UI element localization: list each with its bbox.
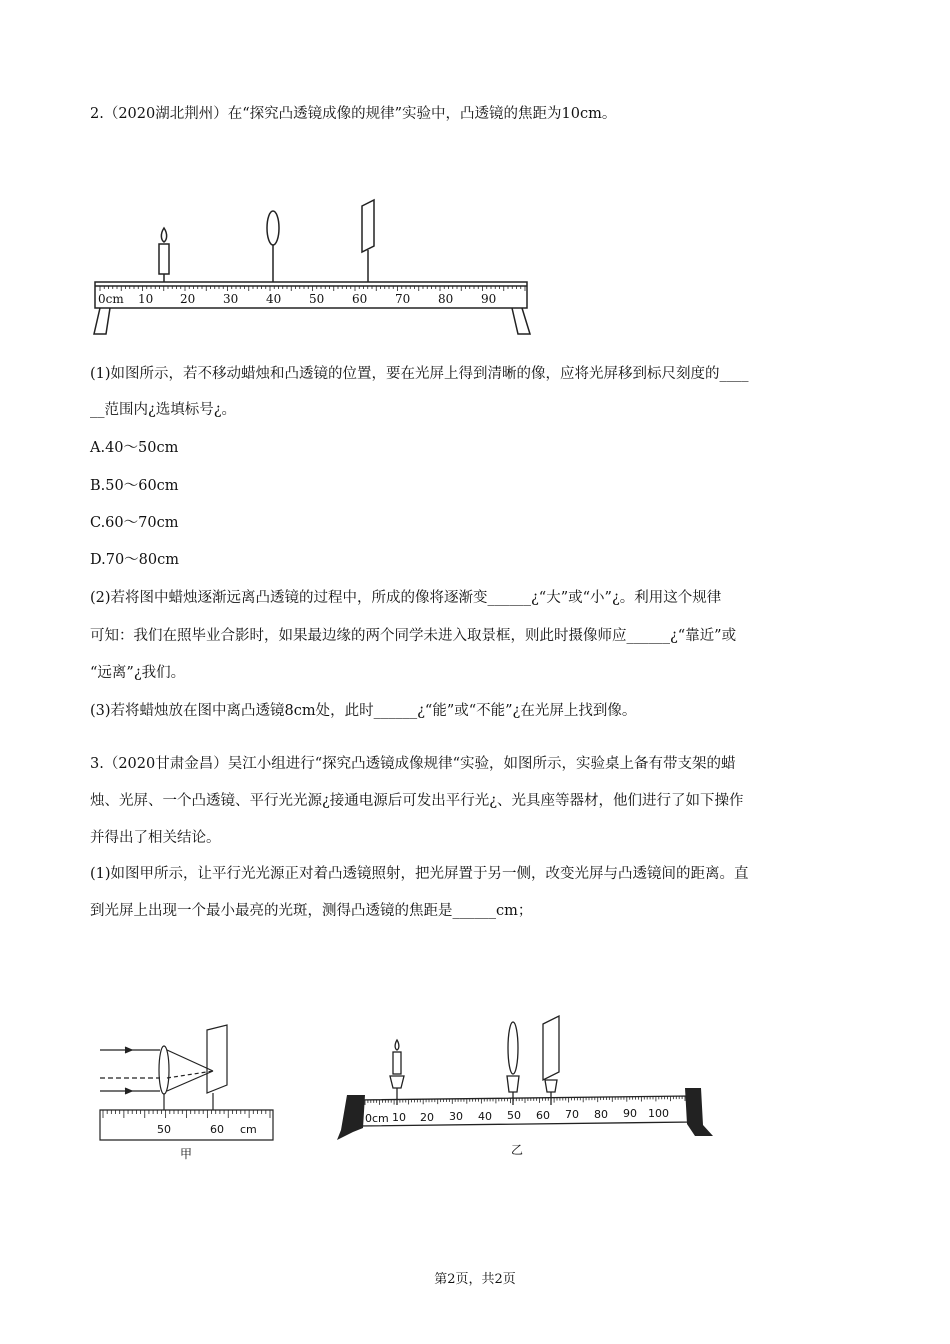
optical-bench-figure: [90, 198, 540, 343]
ruler-label: 0cm: [98, 292, 124, 306]
ruler-label: 20: [180, 292, 196, 306]
figure-jia: [95, 1015, 280, 1165]
ruler-label: 50: [157, 1123, 171, 1136]
light-screen: [207, 1025, 227, 1093]
ruler-label: 90: [623, 1107, 637, 1120]
bench-leg-right: [512, 308, 530, 334]
q2-part1-line2: __范围内¿选填标号¿。: [90, 402, 237, 418]
ruler-label: 20: [420, 1111, 434, 1124]
q3-part1-line1: (1)如图甲所示，让平行光光源正对着凸透镜照射，把光屏置于另一侧，改变光屏与凸透镜间的距离。直: [90, 866, 749, 882]
q2-part1-line1: (1)如图所示，若不移动蜡烛和凸透镜的位置，要在光屏上得到清晰的像，应将光屏移到标尺刻度的____: [90, 366, 749, 382]
ruler-label: 100: [648, 1107, 669, 1120]
lens: [508, 1022, 518, 1074]
ruler-label: 30: [449, 1110, 463, 1123]
page-footer: 第2页，共2页: [434, 1272, 516, 1287]
light-screen: [543, 1016, 559, 1080]
ruler-label: 0cm: [365, 1112, 389, 1125]
q2-part2-line3: “远离”¿我们。: [90, 665, 186, 681]
q2-title: 2.（2020湖北荆州）在“探究凸透镜成像的规律”实验中，凸透镜的焦距为10cm。: [90, 106, 617, 122]
q3-intro-line1: 3.（2020甘肃金昌）吴江小组进行“探究凸透镜成像规律“实验，如图所示，实验桌上备有带支架的蜡: [90, 756, 736, 772]
ruler-label: 60: [210, 1123, 224, 1136]
q2-part2-line2: 可知：我们在照毕业合影时，如果最边缘的两个同学未进入取景框，则此时摄像师应______¿“靠近”或: [90, 628, 737, 644]
lens: [267, 211, 279, 245]
ruler-label: 30: [223, 292, 239, 306]
q2-part2-line1: (2)若将图中蜡烛逐渐远离凸透镜的过程中，所成的像将逐渐变______¿“大”或“小”¿。利用这个规律: [90, 590, 722, 606]
figure-caption-jia: 甲: [180, 1147, 193, 1161]
lens: [159, 1046, 169, 1094]
q2-option-c: C.60～70cm: [90, 515, 179, 531]
ruler-label: 60: [536, 1109, 550, 1122]
ruler-label: 50: [309, 292, 325, 306]
bench-leg-left: [94, 308, 110, 334]
ruler-label: cm: [240, 1123, 257, 1136]
q2-option-b: B.50～60cm: [90, 478, 179, 494]
q2-part3-line1: (3)若将蜡烛放在图中离凸透镜8cm处，此时______¿“能”或“不能”¿在光屏上找到像。: [90, 703, 637, 719]
ruler-label: 70: [565, 1108, 579, 1121]
q2-option-a: A.40～50cm: [90, 440, 179, 456]
ruler-label: 10: [392, 1111, 406, 1124]
q2-option-d: D.70～80cm: [90, 552, 179, 568]
ruler-label: 80: [594, 1108, 608, 1121]
figure-yi: [335, 1010, 720, 1165]
ruler-label: 40: [478, 1110, 492, 1123]
ruler-label: 80: [438, 292, 454, 306]
candle-flame: [395, 1040, 399, 1050]
figure-caption-yi: 乙: [511, 1143, 524, 1157]
ruler-label: 40: [266, 292, 282, 306]
light-screen: [362, 200, 374, 252]
candle: [393, 1052, 401, 1074]
q3-intro-line3: 并得出了相关结论。: [90, 830, 221, 846]
q3-intro-line2: 烛、光屏、一个凸透镜、平行光光源¿接通电源后可发出平行光¿、光具座等器材，他们进行了如下操作: [90, 793, 744, 809]
q3-part1-line2: 到光屏上出现一个最小最亮的光斑，测得凸透镜的焦距是______cm；: [90, 903, 533, 919]
ruler-label: 50: [507, 1109, 521, 1122]
candle-flame: [161, 228, 166, 242]
ruler-label: 90: [481, 292, 497, 306]
bench-end-right: [685, 1088, 713, 1136]
candle: [159, 244, 169, 274]
bench-end-left: [337, 1095, 365, 1140]
ruler-label: 10: [138, 292, 154, 306]
ruler-label: 70: [395, 292, 411, 306]
ruler-label: 60: [352, 292, 368, 306]
